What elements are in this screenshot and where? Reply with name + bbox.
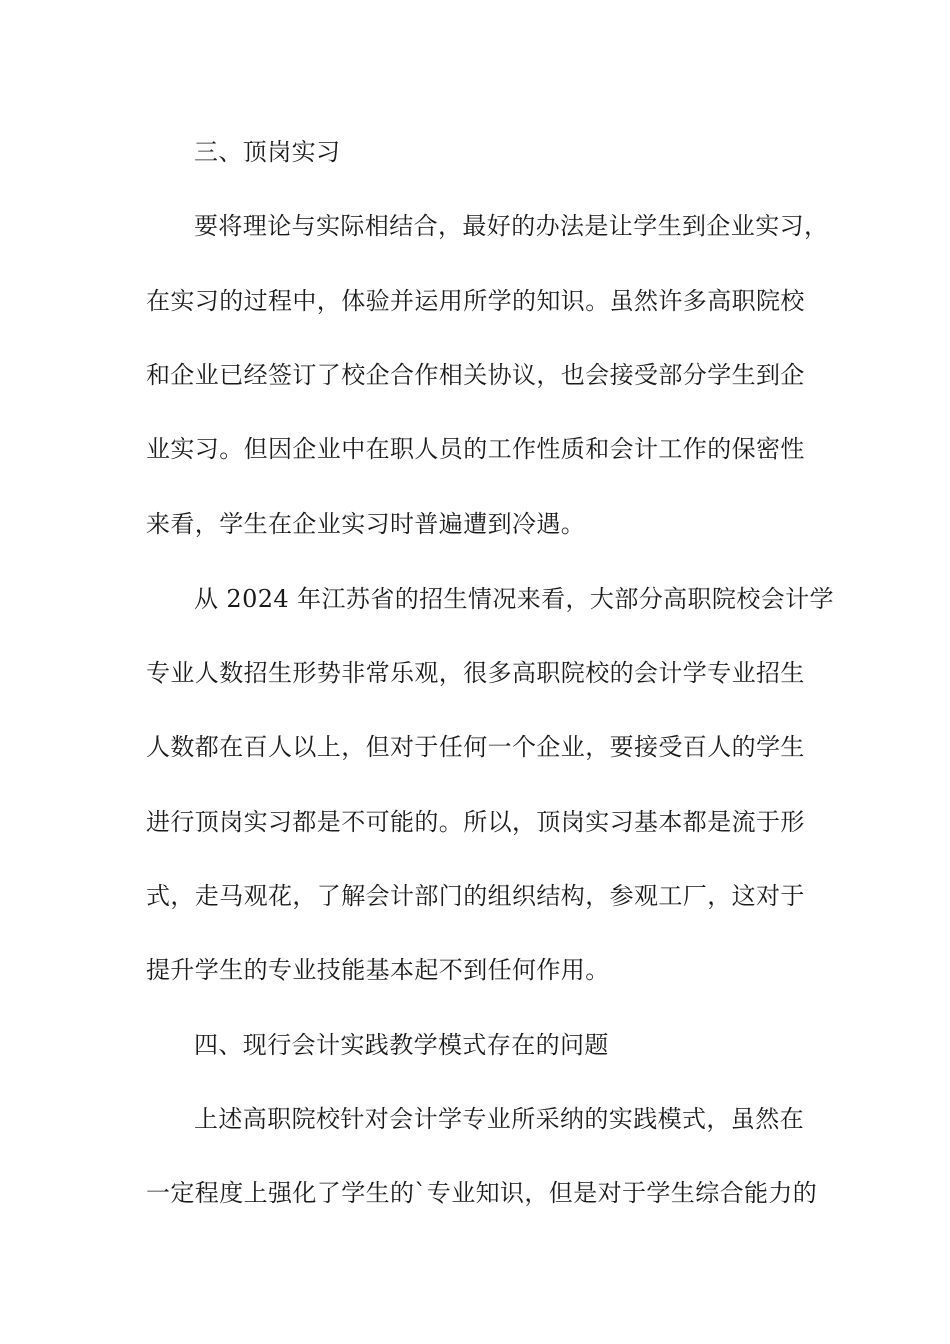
- paragraph-1-line-3: 和企业已经签订了校企合作相关协议，也会接受部分学生到企: [146, 361, 805, 389]
- paragraph-2-line-3: 人数都在百人以上，但对于任何一个企业，要接受百人的学生: [146, 733, 805, 761]
- paragraph-2-line-6: 提升学生的专业技能基本起不到任何作用。: [146, 956, 610, 984]
- paragraph-1-line-5: 来看，学生在企业实习时普遍遭到冷遇。: [146, 510, 586, 538]
- paragraph-3-line-2: 一定程度上强化了学生的`专业知识，但是对于学生综合能力的: [146, 1179, 818, 1207]
- section-heading-4: 四、现行会计实践教学模式存在的问题: [194, 1031, 609, 1059]
- paragraph-2-line-4: 进行顶岗实习都是不可能的。所以，顶岗实习基本都是流于形: [146, 808, 805, 836]
- paragraph-2-line-5: 式，走马观花，了解会计部门的组织结构，参观工厂，这对于: [146, 882, 805, 910]
- paragraph-2-line-2: 专业人数招生形势非常乐观，很多高职院校的会计学专业招生: [146, 659, 805, 687]
- paragraph-3-line-1: 上述高职院校针对会计学专业所采纳的实践模式，虽然在: [194, 1105, 804, 1133]
- paragraph-2-line-1: 从 2024 年江苏省的招生情况来看，大部分高职院校会计学: [194, 585, 834, 613]
- paragraph-1-line-2: 在实习的过程中，体验并运用所学的知识。虽然许多高职院校: [146, 287, 805, 315]
- paragraph-1-line-1: 要将理论与实际相结合，最好的办法是让学生到企业实习，: [194, 212, 829, 240]
- section-heading-3: 三、顶岗实习: [194, 138, 341, 166]
- paragraph-1-line-4: 业实习。但因企业中在职人员的工作性质和会计工作的保密性: [146, 435, 805, 463]
